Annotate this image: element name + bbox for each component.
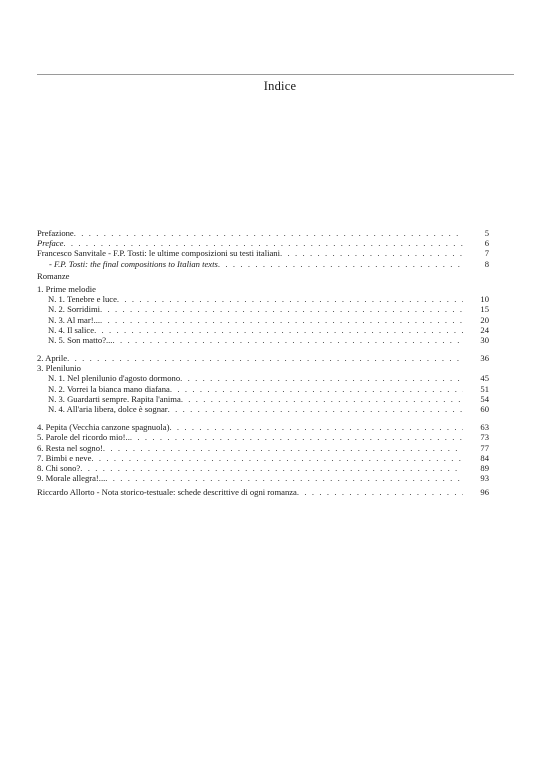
toc-entry: [37, 248, 489, 258]
toc-entry-label: N. 1. Tenebre e luce: [48, 294, 117, 305]
toc-entry: [37, 335, 489, 345]
toc-entry: [37, 304, 489, 314]
leader-dots: [105, 473, 463, 483]
toc-entry-label: 6. Resta nel sogno!: [37, 442, 103, 453]
toc-entry-page: 89: [480, 462, 489, 473]
toc-entry-page: 73: [480, 432, 489, 443]
section-heading-romanze: Romanze: [37, 270, 70, 281]
toc-entry-label: Preface: [37, 238, 64, 249]
leader-dots: [297, 487, 463, 497]
leader-dots: [181, 394, 463, 404]
toc-entry-page: 24: [480, 324, 489, 335]
leader-dots: [91, 453, 463, 463]
leader-dots: [80, 463, 463, 473]
leader-dots: [100, 304, 463, 314]
toc-entry-page: 45: [480, 373, 489, 384]
toc-entry-page: 10: [480, 294, 489, 305]
toc-entry-label: N. 3. Guardarti sempre. Rapita l'anima: [48, 393, 181, 404]
toc-entry-page: 8: [484, 258, 489, 269]
toc-entry: [37, 259, 489, 269]
toc-entry-page: 51: [480, 383, 489, 394]
leader-dots: [67, 353, 463, 363]
toc-entry: [37, 294, 489, 304]
leader-dots: [280, 248, 463, 258]
toc-entry-label: N. 2. Vorrei la bianca mano diafana: [48, 383, 170, 394]
leader-dots: [130, 432, 463, 442]
toc-entry: [37, 473, 489, 483]
page-title: Indice: [263, 79, 297, 93]
toc-entry: [37, 373, 489, 383]
toc-entry: [37, 394, 489, 404]
group-heading-plenilunio: 3. Plenilunio: [37, 363, 81, 374]
toc-entry-label: 7. Bimbi e neve: [37, 452, 92, 463]
toc-entry-label: 5. Parole del ricordo mio!..: [37, 432, 130, 443]
toc-entry-label: 2. Aprile: [37, 353, 68, 364]
toc-entry-page: 30: [480, 334, 489, 345]
top-rule: [37, 74, 514, 75]
toc-entry: [37, 404, 489, 414]
toc-entry: [37, 315, 489, 325]
toc-entry-label: Francesco Sanvitale - F.P. Tosti: le ultime composizioni su testi italiani: [37, 248, 280, 259]
toc-entry-page: 96: [480, 487, 489, 498]
toc-entry-page: 36: [480, 353, 489, 364]
leader-dots: [218, 259, 463, 269]
toc-entry: [37, 353, 489, 363]
toc-entry: [37, 443, 489, 453]
toc-entry: [37, 422, 489, 432]
toc-entry: [37, 325, 489, 335]
toc-entry: [37, 238, 489, 248]
toc-entry-label: N. 3. Al mar!...: [48, 314, 101, 325]
toc-entry-label: N. 5. Son matto?...: [48, 334, 113, 345]
toc-entry-page: 7: [484, 248, 489, 259]
toc-entry-page: 20: [480, 314, 489, 325]
toc-entry-label: 8. Chi sono?: [37, 462, 81, 473]
toc-entry-label: - F.P. Tosti: the final compositions to Italian texts: [49, 258, 218, 269]
toc-entry: [37, 487, 489, 497]
toc-entry-page: 77: [480, 442, 489, 453]
toc-entry-page: 60: [480, 404, 489, 414]
toc-entry: [37, 453, 489, 463]
leader-dots: [94, 325, 463, 335]
leader-dots: [103, 443, 463, 453]
leader-dots: [74, 228, 463, 238]
leader-dots: [169, 422, 463, 432]
toc-entry-page: 15: [480, 304, 489, 315]
toc-front-matter: [37, 228, 489, 498]
toc-entry-page: 63: [480, 422, 489, 433]
toc-entry: [37, 432, 489, 442]
toc-entry-page: 93: [480, 473, 489, 484]
leader-dots: [170, 384, 463, 394]
toc-entry-page: 84: [480, 452, 489, 463]
leader-dots: [168, 404, 463, 414]
toc-entry-label: Riccardo Allorto - Nota storico-testuale: schede descrittive di ogni romanza: [37, 487, 297, 498]
leader-dots: [117, 294, 463, 304]
toc-entry-label: N. 4. All'aria libera, dolce è sognar: [48, 404, 168, 414]
toc-entry-page: 5: [484, 228, 489, 238]
leader-dots: [180, 373, 463, 383]
toc-entry-page: 54: [480, 393, 489, 404]
toc-entry-label: 9. Morale allegra!...: [37, 473, 106, 484]
toc-entry-label: Prefazione: [37, 228, 74, 238]
toc-entry-label: N. 4. Il salice: [48, 324, 95, 335]
leader-dots: [63, 238, 463, 248]
leader-dots: [112, 335, 463, 345]
group-heading-prime-melodie: 1. Prime melodie: [37, 283, 96, 294]
toc-entry: [37, 384, 489, 394]
toc-entry-label: N. 2. Sorridimi: [48, 304, 101, 315]
toc-entry-label: 4. Pepita (Vecchia canzone spagnuola): [37, 422, 170, 433]
toc-entry: [37, 463, 489, 473]
toc-entry-label: N. 1. Nel plenilunio d'agosto dormono: [48, 373, 181, 384]
leader-dots: [100, 315, 463, 325]
toc-entry-page: 6: [484, 238, 489, 249]
toc-entry: [37, 228, 489, 238]
